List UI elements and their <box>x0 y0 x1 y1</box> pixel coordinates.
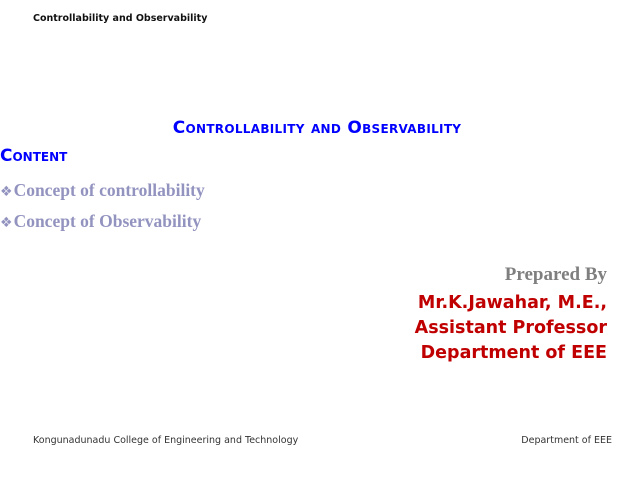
footer-department: Department of EEE <box>521 435 612 446</box>
footer-college: Kongunadunadu College of Engineering and Technology <box>33 435 299 446</box>
bullet-text: Concept of controllability <box>13 180 205 200</box>
header-title: Controllability and Observability <box>33 13 208 24</box>
author-name: Mr.K.Jawahar, M.E., <box>417 293 607 313</box>
slide-title-text: Controllability and Observability <box>172 118 462 138</box>
content-heading: Content <box>0 146 68 166</box>
bullet-text: Concept of Observability <box>13 211 202 231</box>
prepared-by-label: Prepared By <box>504 264 607 285</box>
author-role: Assistant Professor <box>414 318 607 338</box>
slide-title <box>0 118 638 138</box>
diamond-bullet-icon: ❖ <box>0 184 13 200</box>
diamond-bullet-icon: ❖ <box>0 215 13 231</box>
bullet-item <box>0 180 205 201</box>
bullet-item <box>0 211 201 232</box>
author-department: Department of EEE <box>420 343 607 363</box>
